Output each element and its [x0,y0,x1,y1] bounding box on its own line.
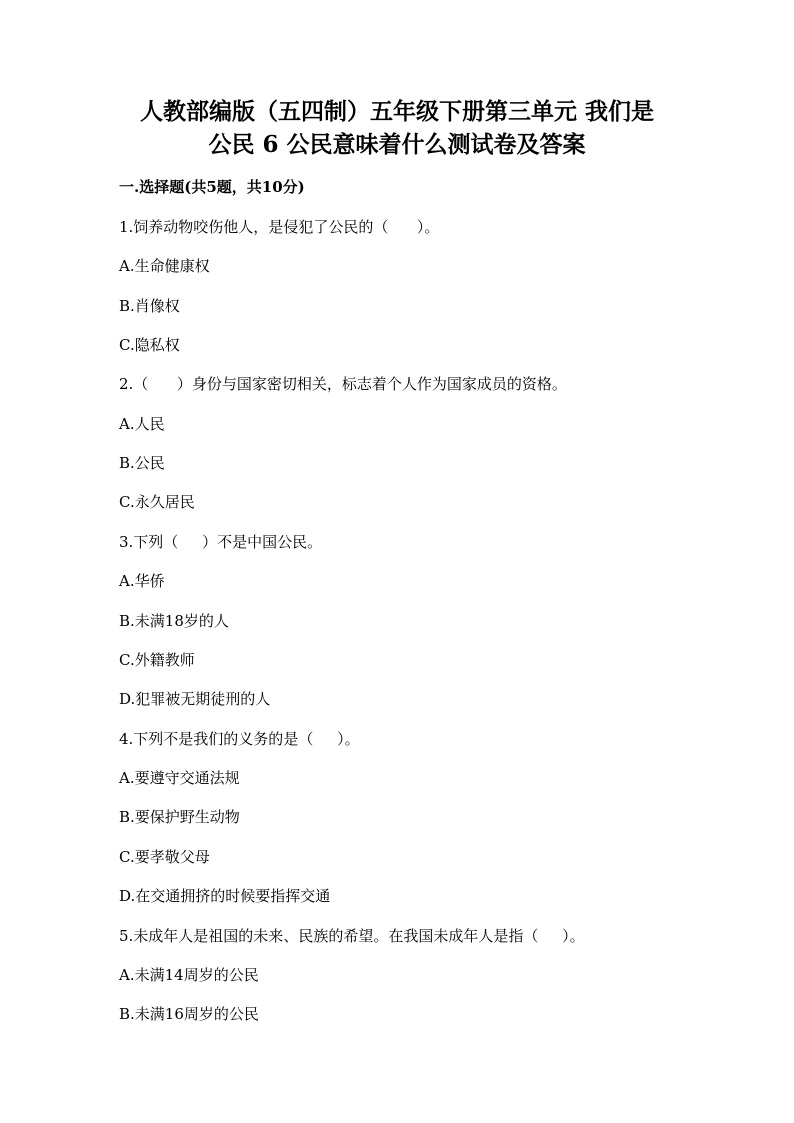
question-4-stem: 4.下列不是我们的义务的是（ ）。 [119,730,360,748]
question-2-option-b: B.公民 [119,454,165,472]
question-5-stem: 5.未成年人是祖国的未来、民族的希望。在我国未成年人是指（ ）。 [119,927,585,945]
question-3-option-c: C.外籍教师 [119,651,195,669]
section-heading: 一.选择题(共5题，共10分) [119,178,305,196]
question-4-option-b: B.要保护野生动物 [119,808,240,826]
page-title-line-1: 人教部编版（五四制）五年级下册第三单元 我们是 [139,98,654,125]
question-1-option-b: B.肖像权 [119,297,180,315]
question-3-option-d: D.犯罪被无期徒刑的人 [119,690,271,708]
page-title-line-2: 公民 6 公民意味着什么测试卷及答案 [208,131,586,158]
question-3-option-b: B.未满18岁的人 [119,612,229,630]
question-5-option-b: B.未满16周岁的公民 [119,1005,259,1023]
question-3-stem: 3.下列（ ）不是中国公民。 [119,533,323,551]
question-1-stem: 1.饲养动物咬伤他人，是侵犯了公民的（ ）。 [119,218,440,236]
question-4-option-d: D.在交通拥挤的时候要指挥交通 [119,887,331,905]
question-4-option-a: A.要遵守交通法规 [119,769,240,787]
question-5-option-a: A.未满14周岁的公民 [119,966,259,984]
question-2-option-c: C.永久居民 [119,493,195,511]
question-4-option-c: C.要孝敬父母 [119,848,210,866]
question-2-stem: 2.（ ）身份与国家密切相关，标志着个人作为国家成员的资格。 [119,375,567,393]
question-2-option-a: A.人民 [119,415,165,433]
question-1-option-a: A.生命健康权 [119,257,210,275]
question-1-option-c: C.隐私权 [119,336,180,354]
question-3-option-a: A.华侨 [119,572,165,590]
